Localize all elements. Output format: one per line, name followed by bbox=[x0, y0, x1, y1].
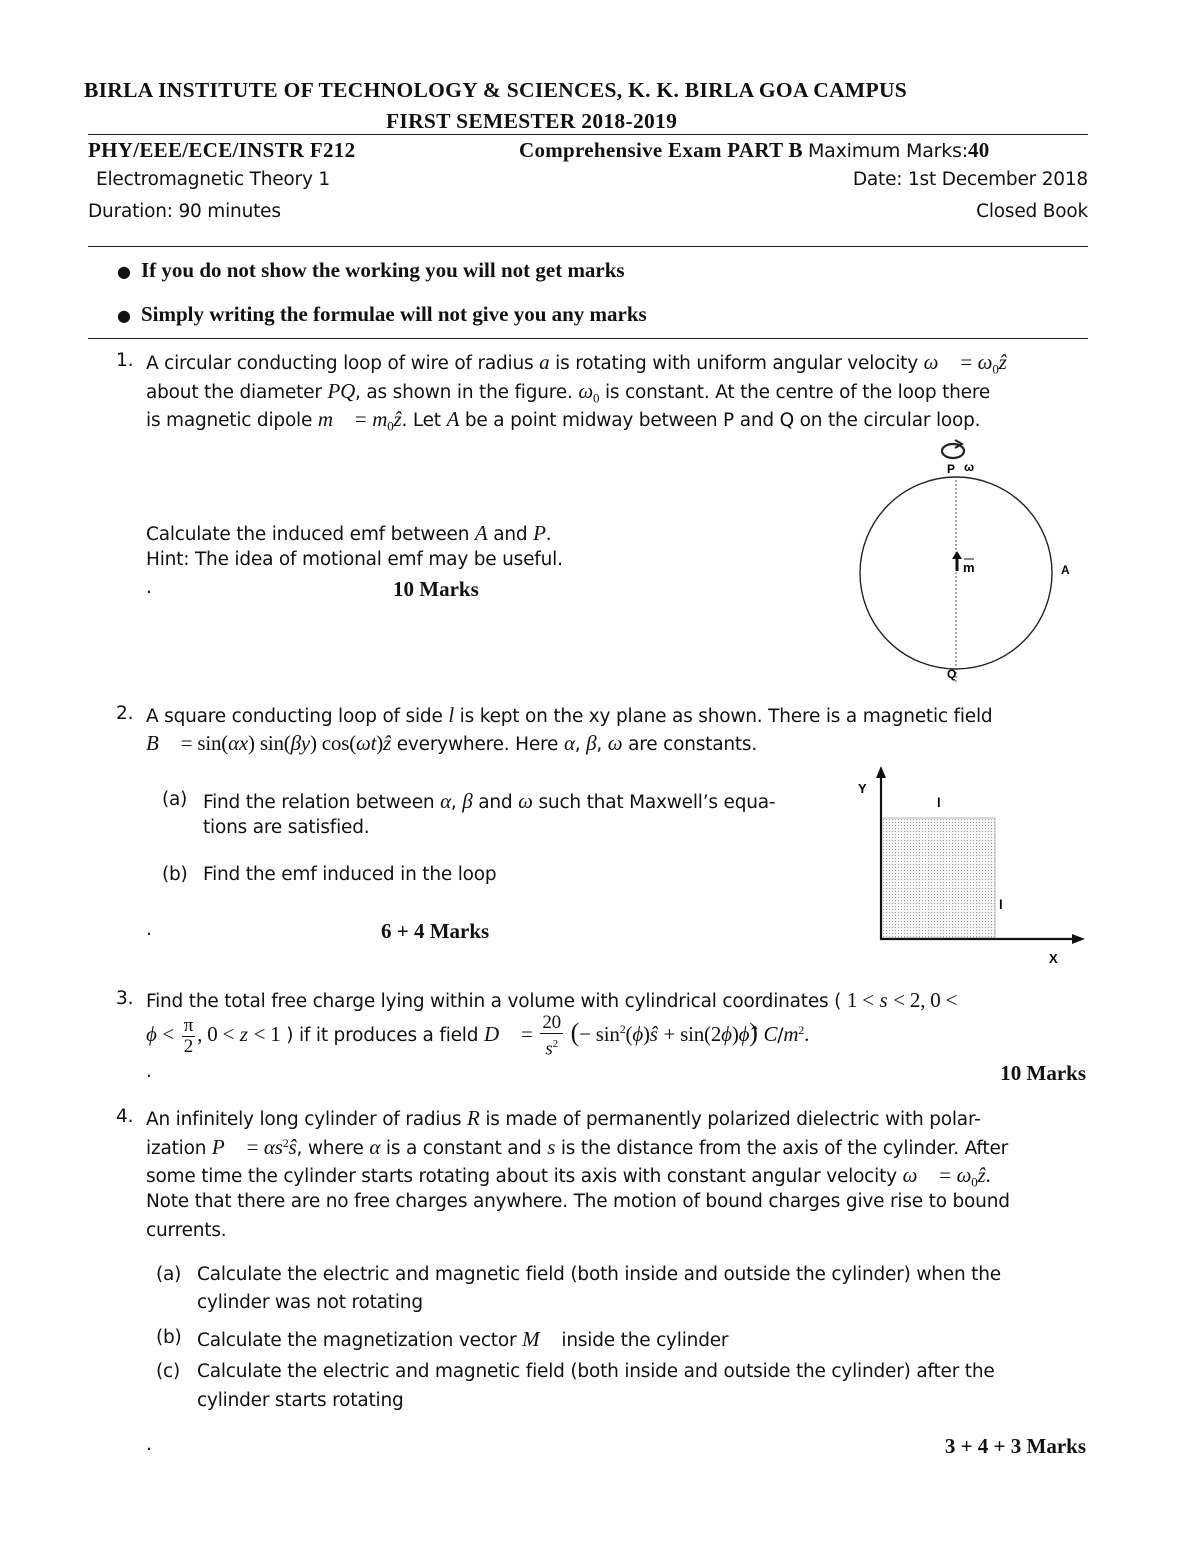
exam-info bbox=[519, 138, 990, 163]
q3-dot: . bbox=[146, 1061, 152, 1082]
label-q: Q bbox=[947, 667, 957, 681]
q1-hint: Hint: The idea of motional emf may be useful. bbox=[146, 549, 563, 570]
q4-c-line-1: Calculate the electric and magnetic field (both inside and outside the cylinder) after the bbox=[197, 1361, 995, 1382]
label-l-side: l bbox=[999, 897, 1003, 912]
q4-line-3: some time the cylinder starts rotating about its axis with constant angular velocity ω⃗ = $\omega_0ẑ$. bbox=[146, 1163, 991, 1190]
semester-title: FIRST SEMESTER 2018-2019 bbox=[386, 109, 678, 133]
course-code: PHY/EEE/ECE/INSTR F212 bbox=[88, 138, 356, 162]
q1-loop-figure bbox=[845, 432, 1085, 692]
q1-dot: . bbox=[146, 577, 152, 598]
q2-a-line-2: tions are satisfied. bbox=[203, 817, 370, 838]
q1-line-1: A circular conducting loop of wire of radius a is rotating with uniform angular velocity ω⃗ = $\omega_0ẑ$ bbox=[146, 350, 1007, 377]
q2-a-line-1: Find the relation between α, β and ω such that Maxwell’s equa- bbox=[203, 789, 776, 813]
q4-marks: 3 + 4 + 3 Marks bbox=[944, 1434, 1086, 1458]
q4-line-5: currents. bbox=[146, 1220, 227, 1241]
institute-title: BIRLA INSTITUTE OF TECHNOLOGY & SCIENCES, K. K. BIRLA GOA CAMPUS bbox=[84, 78, 908, 102]
course-title: Electromagnetic Theory 1 bbox=[96, 169, 330, 190]
q2-square-loop-figure bbox=[850, 762, 1095, 972]
q4-b-label: (b) bbox=[156, 1327, 182, 1348]
q2-line-2: B⃗ = sin(αx) sin(βy) cos(ωt)ẑ everywhere. Here α, β, ω are constants. bbox=[146, 731, 758, 755]
header-rule-top bbox=[88, 134, 1088, 135]
q2-number: 2. bbox=[116, 703, 134, 724]
label-m: m bbox=[963, 560, 975, 575]
instruction-1 bbox=[117, 258, 625, 283]
q3-number: 3. bbox=[116, 988, 134, 1009]
q3-marks: 10 Marks bbox=[1000, 1061, 1086, 1085]
q1-number: 1. bbox=[116, 350, 134, 371]
exam-duration: Duration: 90 minutes bbox=[88, 201, 281, 222]
bullet-icon: ● bbox=[117, 262, 131, 281]
instruction-1-text: If you do not show the working you will not get marks bbox=[140, 258, 625, 282]
q1-line-3: is magnetic dipole m⃗ = $m_0ẑ$. Let A be a point midway between P and Q on the circular loop. bbox=[146, 407, 981, 434]
q4-b-line: Calculate the magnetization vector M⃗ inside the cylinder bbox=[197, 1327, 729, 1351]
q3-line-1: Find the total free charge lying within a volume with cylindrical coordinates ( 1 < s < 2, 0 < bbox=[146, 988, 958, 1012]
instruction-2 bbox=[117, 302, 647, 327]
q4-line-4: Note that there are no free charges anywhere. The motion of bound charges give rise to bound bbox=[146, 1191, 1010, 1212]
header-rule-bottom bbox=[88, 246, 1088, 247]
q2-b-text: Find the emf induced in the loop bbox=[203, 864, 497, 885]
q4-number: 4. bbox=[116, 1106, 134, 1127]
q4-c-line-2: cylinder starts rotating bbox=[197, 1390, 404, 1411]
label-x: X bbox=[1049, 951, 1058, 966]
q4-line-1: An infinitely long cylinder of radius R is made of permanently polarized dielectric with polar- bbox=[146, 1106, 981, 1130]
q1-calc: Calculate the induced emf between A and P. bbox=[146, 521, 552, 545]
q3-line-2: ϕ < $\frac{\pi}{2}$ , 0 < z < 1 ) if it produces a field D⃗ = $\frac{20}{s^2}$ (− $\sin^2(\phi)ŝ$ + sin(2ϕ)ϕ̂) $C/m^2$. bbox=[146, 1012, 810, 1060]
q4-c-label: (c) bbox=[156, 1361, 181, 1382]
y-axis-arrow-icon bbox=[876, 766, 886, 778]
instructions-rule bbox=[88, 338, 1088, 339]
q1-marks: 10 Marks bbox=[393, 577, 479, 601]
label-omega: ω bbox=[964, 460, 975, 474]
square-loop bbox=[881, 818, 995, 938]
q2-marks: 6 + 4 Marks bbox=[381, 919, 490, 943]
q4-a-line-2: cylinder was not rotating bbox=[197, 1292, 423, 1313]
instruction-2-text: Simply writing the formulae will not give you any marks bbox=[140, 302, 647, 326]
q2-line-1: A square conducting loop of side l is kept on the xy plane as shown. There is a magnetic field bbox=[146, 703, 993, 727]
bullet-icon: ● bbox=[117, 306, 131, 325]
dipole-arrow-icon bbox=[952, 551, 962, 571]
max-marks-label: Maximum Marks: bbox=[807, 140, 968, 162]
q4-line-2: ization P⃗ = $\alpha s^2ŝ$, where α is a constant and s is the distance from the axis of the cylinder. After bbox=[146, 1135, 1009, 1159]
q2-dot: . bbox=[146, 919, 152, 940]
q2-b-label: (b) bbox=[162, 864, 188, 885]
label-l-top: l bbox=[937, 795, 941, 810]
rotation-arrow-icon bbox=[942, 440, 964, 458]
q4-dot: . bbox=[146, 1434, 152, 1455]
exam-date: Date: 1st December 2018 bbox=[852, 169, 1088, 190]
exam-name: Comprehensive Exam PART B bbox=[519, 138, 803, 162]
label-y: Y bbox=[858, 781, 867, 796]
label-p: P bbox=[947, 462, 956, 476]
max-marks-value: 40 bbox=[967, 138, 990, 162]
x-axis-arrow-icon bbox=[1072, 934, 1085, 944]
q4-a-label: (a) bbox=[156, 1264, 182, 1285]
label-a: A bbox=[1061, 563, 1070, 577]
q4-a-line-1: Calculate the electric and magnetic field (both inside and outside the cylinder) when the bbox=[197, 1264, 1001, 1285]
closed-book: Closed Book bbox=[976, 201, 1088, 222]
q1-line-2: about the diameter PQ, as shown in the figure. $\omega_0$ is constant. At the centre of the loop there bbox=[146, 379, 991, 406]
q2-a-label: (a) bbox=[162, 789, 188, 810]
